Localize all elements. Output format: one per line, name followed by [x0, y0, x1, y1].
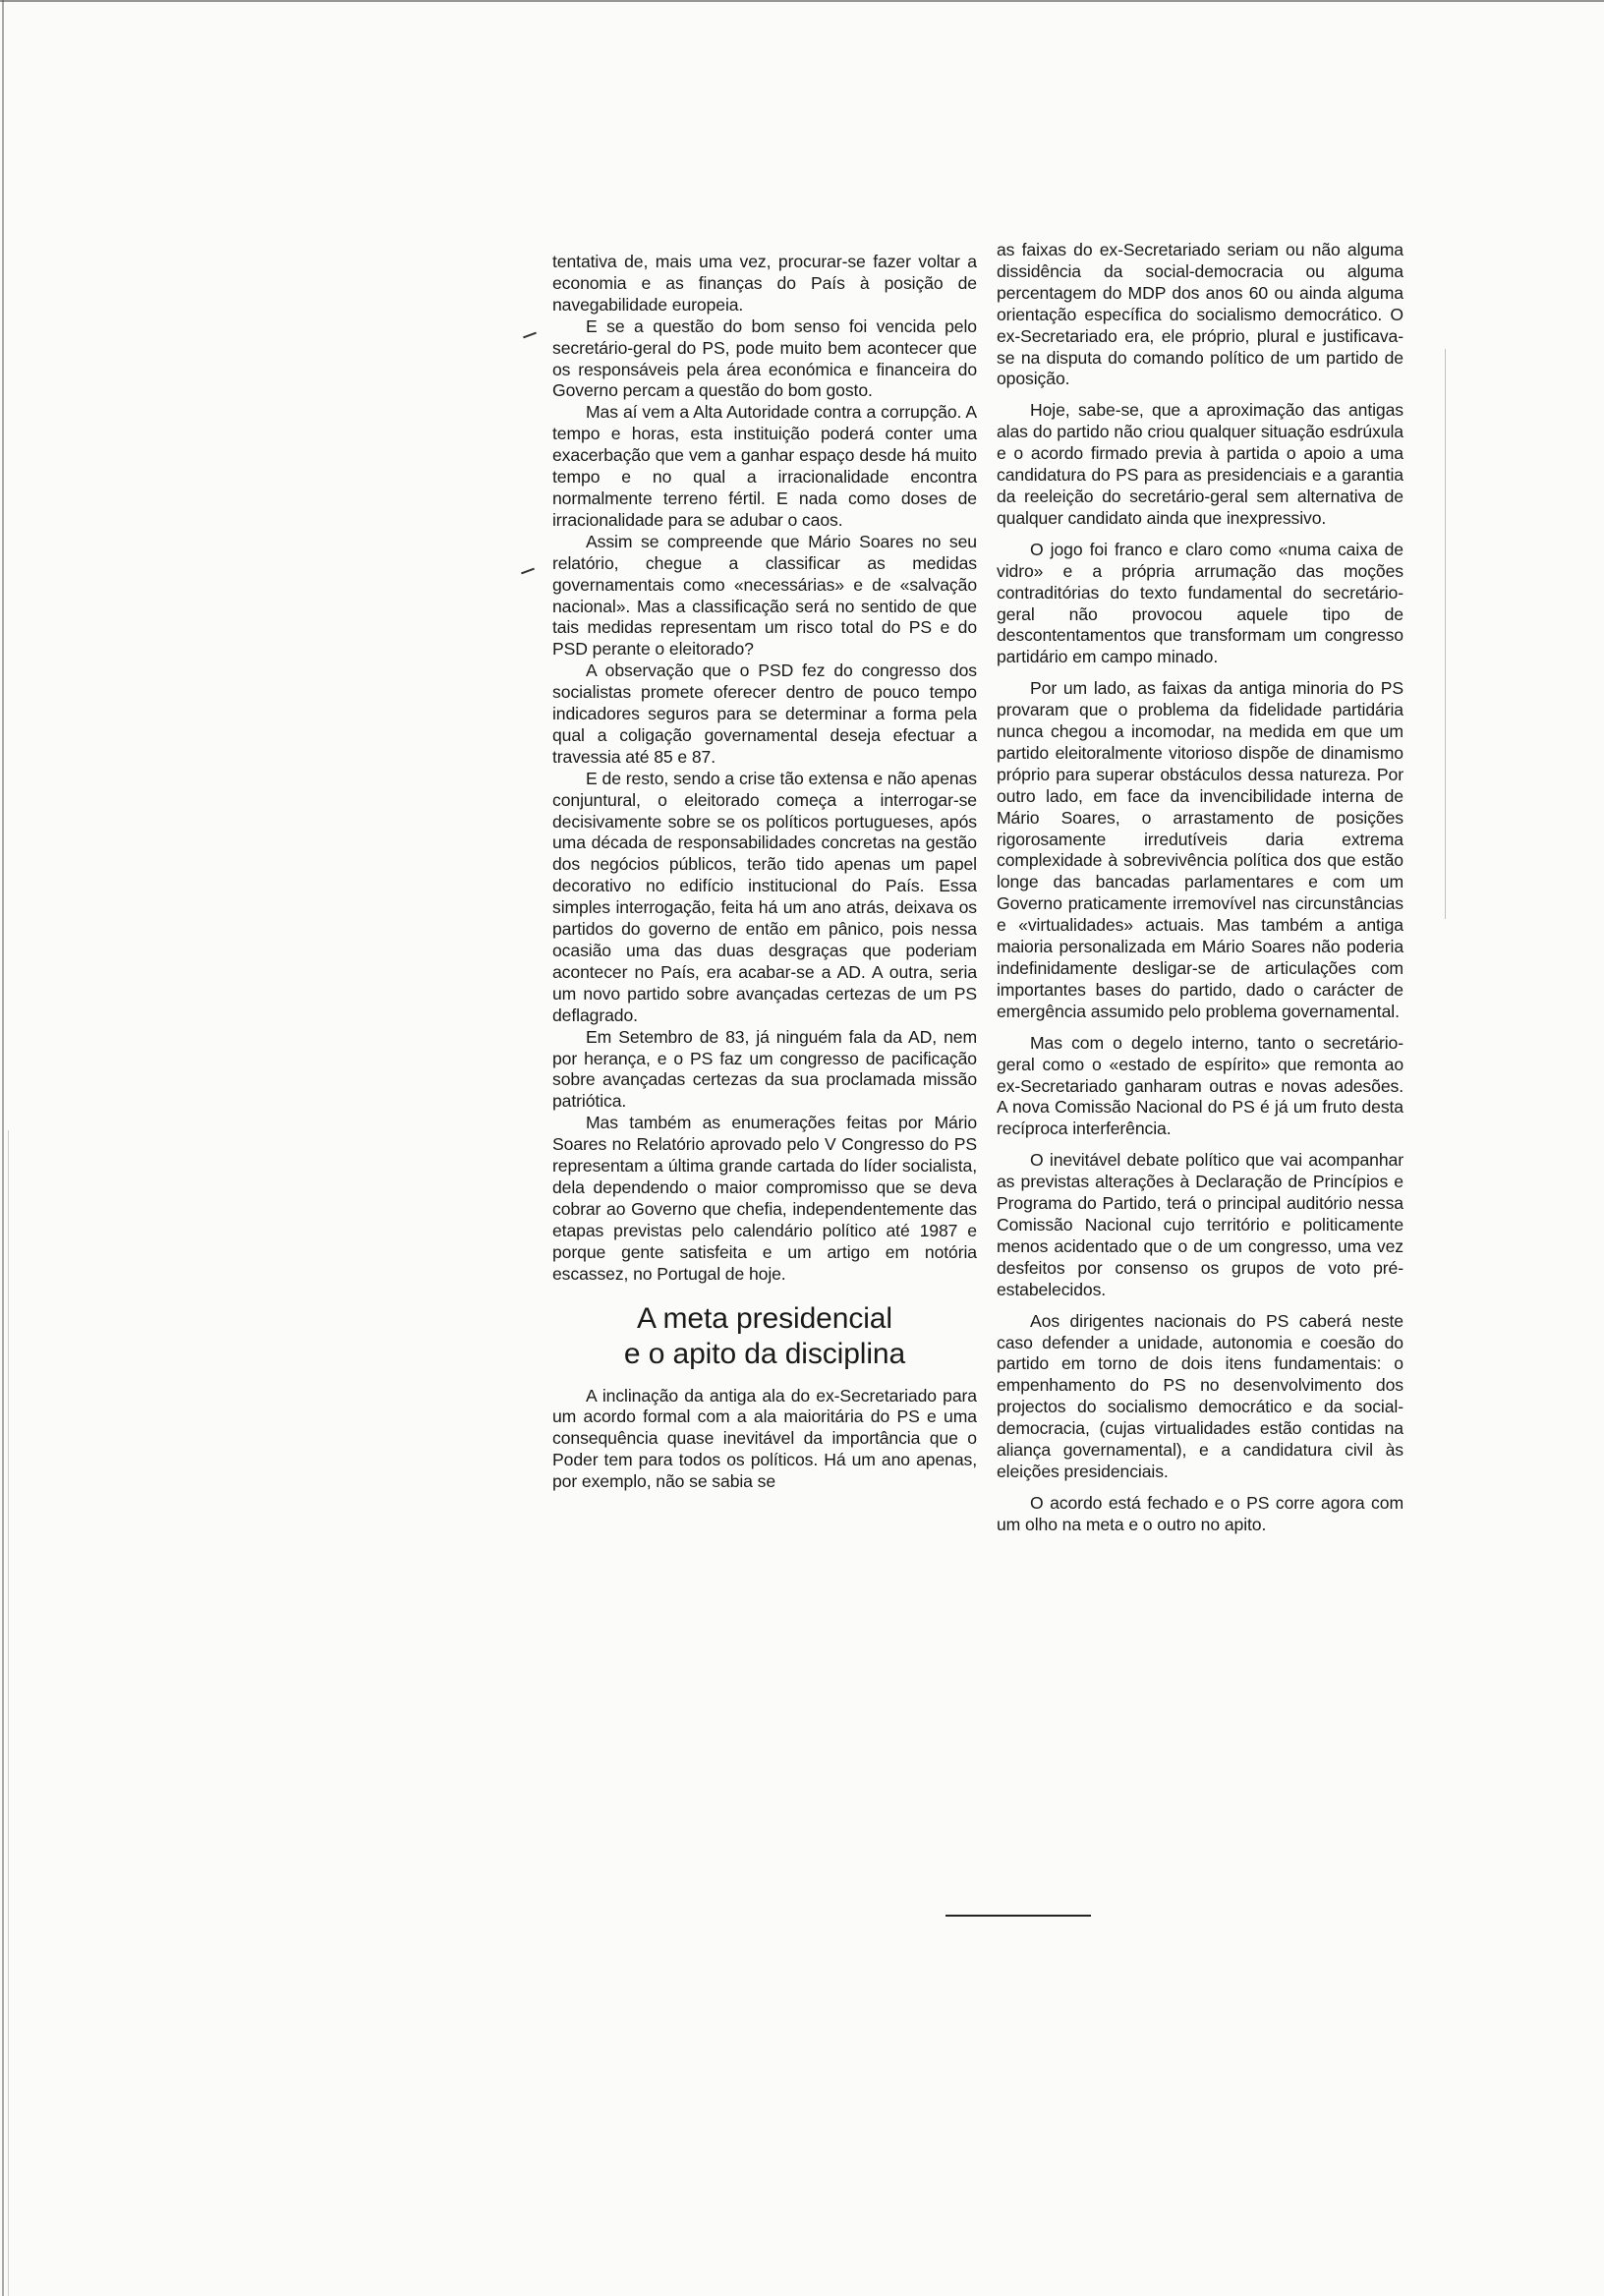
paragraph: Mas aí vem a Alta Autoridade contra a corrupção. A tempo e horas, esta instituição poderá conter uma exacerbação que vem a ganhar espaço desde há muito tempo e no qual a irracionalidade encontra normalmente terreno fértil. E nada como doses de irracionalidade para se adubar o caos. — [552, 402, 977, 530]
paragraph: as faixas do ex-Secretariado seriam ou não alguma dissidência da social-democracia ou alguma percentagem do MDP dos anos 60 ou ainda alguma orientação específica do socialismo democrático. O ex-Secretariado era, ele próprio, plural e justificava-se na disputa do comando político de um partido de oposição. — [997, 240, 1404, 389]
margin-line — [1445, 349, 1446, 919]
article-left-column — [552, 252, 977, 1493]
paragraph: Assim se compreende que Mário Soares no seu relatório, chegue a classificar as medidas governamentais como «necessárias» e de «salvação nacional». Mas a classificação será no sentido de que tais medidas representam um risco total do PS e do PSD perante o eleitorado? — [552, 531, 977, 660]
scan-edge-left-secondary — [8, 1130, 9, 2296]
section-heading — [552, 1301, 977, 1372]
section-heading-line: A meta presidencial — [637, 1301, 892, 1335]
article-right-column — [997, 240, 1404, 1546]
paragraph: Hoje, sabe-se, que a aproximação das antigas alas do partido não criou qualquer situação esdrúxula e o acordo firmado previa à partida o apoio a uma candidatura do PS para as presidenciais e a garantia da reeleição do secretário-geral sem alternativa de qualquer candidato ainda que inexpressivo. — [997, 400, 1404, 528]
paragraph: A inclinação da antiga ala do ex-Secretariado para um acordo formal com a ala maioritária do PS e uma consequência quase inevitável da importância que o Poder tem para todos os políticos. Há um ano apenas, por exemplo, não se sabia se — [552, 1385, 977, 1492]
paragraph: Mas com o degelo interno, tanto o secretário-geral como o «estado de espírito» que remonta ao ex-Secretariado ganharam outras e novas adesões. A nova Comissão Nacional do PS é já um fruto desta recíproca interferência. — [997, 1032, 1404, 1139]
scan-edge-top — [0, 0, 1604, 2]
margin-mark — [523, 332, 537, 339]
paragraph: Aos dirigentes nacionais do PS caberá neste caso defender a unidade, autonomia e coesão do partido em torno de dois itens fundamentais: o empenhamento do PS no desenvolvimento dos projectos do socialismo democrático e da social-democracia, (cujas virtualidades estão contidas na aliança governamental), e a candidatura civil às eleições presidenciais. — [997, 1310, 1404, 1481]
scan-edge-left — [2, 0, 4, 2296]
margin-mark — [521, 568, 535, 575]
paragraph: tentativa de, mais uma vez, procurar-se fazer voltar a economia e as finanças do País à posição de navegabilidade europeia. — [552, 252, 977, 315]
end-rule — [945, 1915, 1091, 1917]
paragraph: A observação que o PSD fez do congresso dos socialistas promete oferecer dentro de pouco tempo indicadores seguros para se determinar a forma pela qual a coligação governamental deseja efectuar a travessia até 85 e 87. — [552, 660, 977, 767]
paragraph: O jogo foi franco e claro como «numa caixa de vidro» e a própria arrumação das moções contraditórias do texto fundamental do secretário-geral não provocou aquele tipo de descontentamentos que transformam um congresso partidário em campo minado. — [997, 539, 1404, 667]
paragraph: Mas também as enumerações feitas por Mário Soares no Relatório aprovado pelo V Congresso do PS representam a última grande cartada do líder socialista, dela dependendo o maior compromisso que se deva cobrar ao Governo que chefia, independentemente das etapas previstas pelo calendário político até 1987 e porque gente satisfeita e um artigo em notória escassez, no Portugal de hoje. — [552, 1113, 977, 1284]
section-heading-line: e o apito da disciplina — [623, 1337, 906, 1370]
paragraph: O inevitável debate político que vai acompanhar as previstas alterações à Declaração de Princípios e Programa do Partido, terá o principal auditório nessa Comissão Nacional cujo território e politicamente menos acidentado que o de um congresso, uma vez desfeitos por consenso os grupos de voto pré-estabelecidos. — [997, 1150, 1404, 1299]
paragraph: O acordo está fechado e o PS corre agora com um olho na meta e o outro no apito. — [997, 1492, 1404, 1534]
paragraph: Em Setembro de 83, já ninguém fala da AD, nem por herança, e o PS faz um congresso de pacificação sobre avançadas certezas da sua proclamada missão patriótica. — [552, 1026, 977, 1112]
paragraph: E se a questão do bom senso foi vencida pelo secretário-geral do PS, pode muito bem acontecer que os responsáveis pela área económica e financeira do Governo percam a questão do bom gosto. — [552, 316, 977, 401]
paragraph: Por um lado, as faixas da antiga minoria do PS provaram que o problema da fidelidade partidária nunca chegou a incomodar, na medida em que um partido eleitoralmente vitorioso dispõe de dinamismo próprio para superar obstáculos dessa natureza. Por outro lado, em face da invencibilidade interna de Mário Soares, o arrastamento de posições rigorosamente irredutíveis daria extrema complexidade à sobrevivência política dos que estão longe das bancadas parlamentares e com um Governo praticamente irremovível nas circunstâncias e «virtualidades» actuais. Mas também a antiga maioria personalizada em Mário Soares não poderia indefinidamente desligar-se de articulações com importantes bases do partido, dado o carácter de emergência assumido pelo problema governamental. — [997, 678, 1404, 1021]
paragraph: E de resto, sendo a crise tão extensa e não apenas conjuntural, o eleitorado começa a interrogar-se decisivamente sobre se os políticos portugueses, após uma década de responsabilidades concretas na gestão dos negócios públicos, terão tido apenas um papel decorativo no edifício institucional do País. Essa simples interrogação, feita há um ano atrás, deixava os partidos do governo de então em pânico, pois nessa ocasião uma das duas desgraças que poderiam acontecer no País, era acabar-se a AD. A outra, seria um novo partido sobre avançadas certezas de um PS deflagrado. — [552, 768, 977, 1025]
